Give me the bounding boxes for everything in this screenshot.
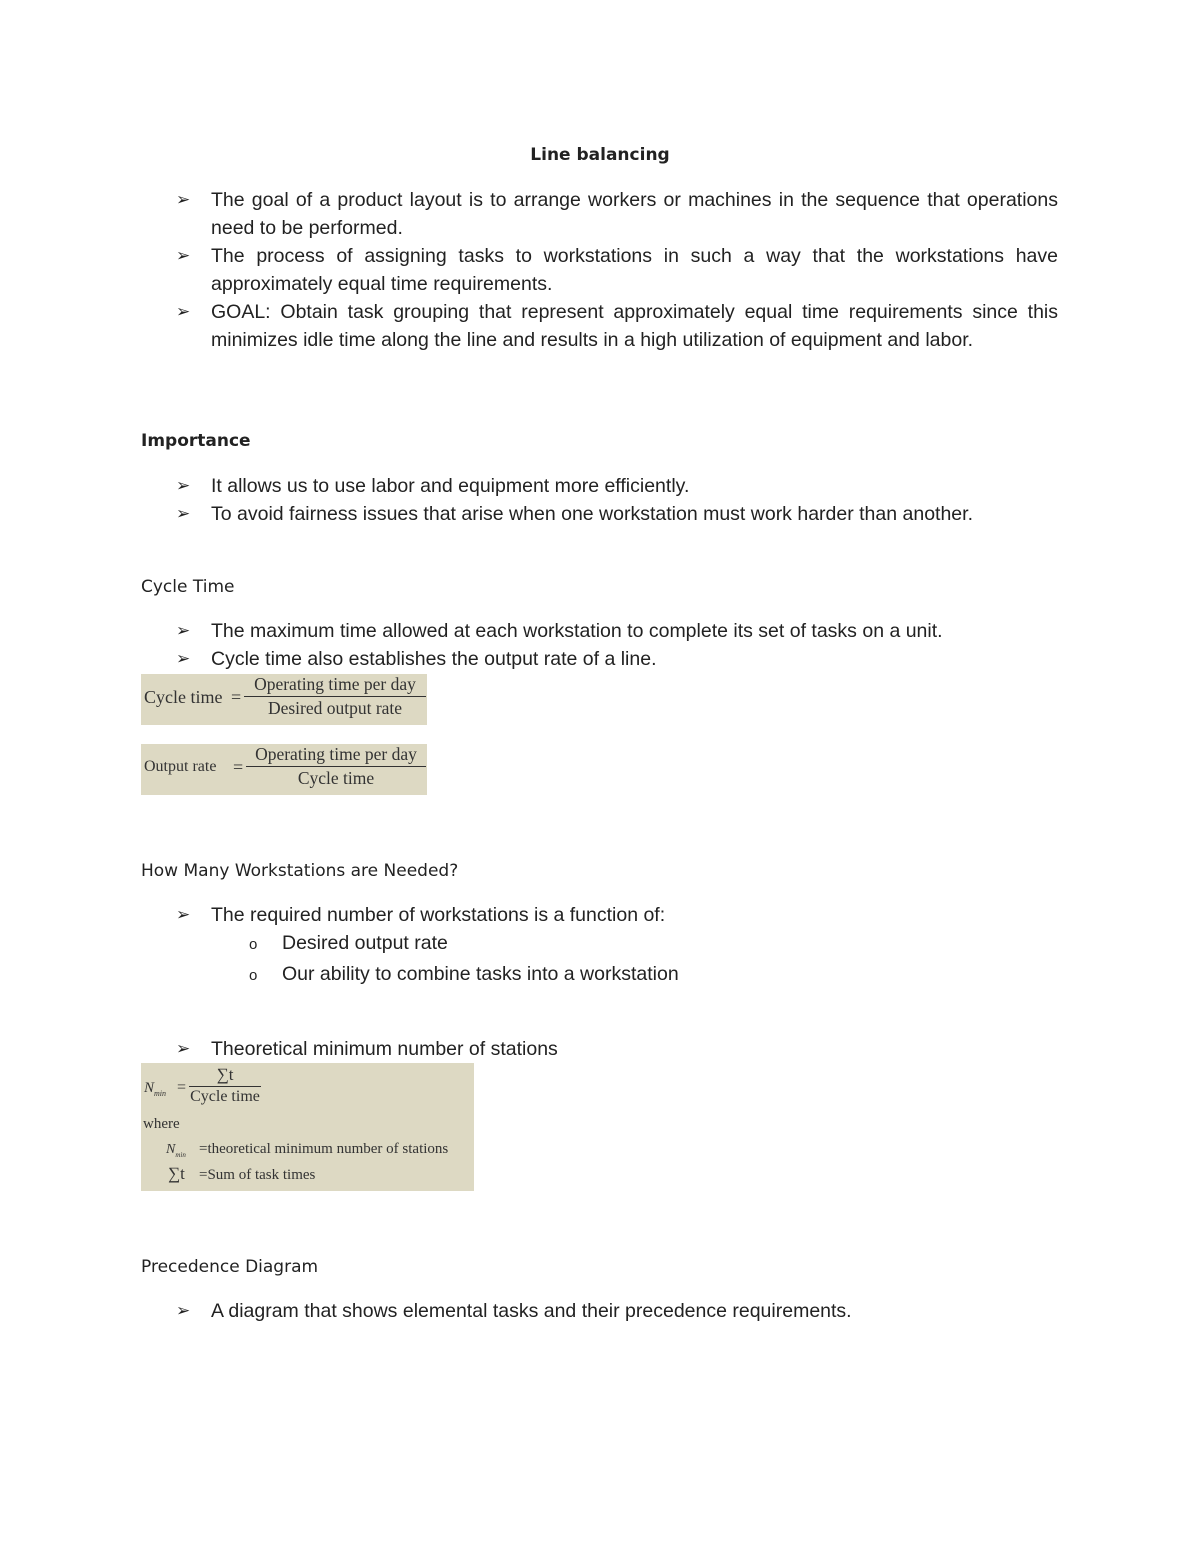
list-item: ➢ GOAL: Obtain task grouping that represent approximately equal time requirements since this minimizes idle time along the line and results in a high utilization of equipment and labor. bbox=[176, 298, 1058, 355]
arrow-bullet-icon: ➢ bbox=[176, 504, 191, 523]
arrow-bullet-icon: ➢ bbox=[176, 649, 191, 668]
section-heading-importance: Importance bbox=[141, 431, 251, 451]
page-title: Line balancing bbox=[530, 145, 670, 165]
section-heading-cycle-time: Cycle Time bbox=[141, 577, 235, 597]
circle-bullet-icon: o bbox=[249, 936, 258, 953]
min-stations-formula: $N_{min}$ = ∑t Cycle time where $N_{min}$ =theoretical minimum number of stations ∑t =Sum of task times bbox=[141, 1063, 474, 1191]
arrow-bullet-icon: ➢ bbox=[176, 1301, 191, 1320]
arrow-bullet-icon: ➢ bbox=[176, 905, 191, 924]
arrow-bullet-icon: ➢ bbox=[176, 476, 191, 495]
arrow-bullet-icon: ➢ bbox=[176, 190, 191, 209]
list-item: ➢ The maximum time allowed at each workstation to complete its set of tasks on a unit. bbox=[176, 617, 1058, 645]
circle-bullet-icon: o bbox=[249, 967, 258, 984]
section-heading-workstations: How Many Workstations are Needed? bbox=[141, 861, 459, 881]
cycle-time-formula: Cycle time = Operating time per day Desired output rate bbox=[141, 674, 427, 725]
arrow-bullet-icon: ➢ bbox=[176, 246, 191, 265]
list-item: ➢ To avoid fairness issues that arise when one workstation must work harder than another. bbox=[176, 500, 1058, 528]
section-heading-precedence: Precedence Diagram bbox=[141, 1257, 319, 1277]
list-item: ➢ The process of assigning tasks to workstations in such a way that the workstations have approximately equal time requirements. bbox=[176, 242, 1058, 299]
sub-list-item: o Our ability to combine tasks into a workstation bbox=[249, 960, 679, 988]
arrow-bullet-icon: ➢ bbox=[176, 621, 191, 640]
list-item: ➢ It allows us to use labor and equipment more efficiently. bbox=[176, 472, 1058, 500]
list-item: ➢ The required number of workstations is a function of: bbox=[176, 901, 1058, 929]
list-item: ➢ Theoretical minimum number of stations bbox=[176, 1035, 1058, 1063]
arrow-bullet-icon: ➢ bbox=[176, 1039, 191, 1058]
list-item: ➢ The goal of a product layout is to arrange workers or machines in the sequence that operations need to be performed. bbox=[176, 186, 1058, 243]
list-item: ➢ A diagram that shows elemental tasks and their precedence requirements. bbox=[176, 1297, 1058, 1325]
arrow-bullet-icon: ➢ bbox=[176, 302, 191, 321]
list-item: ➢ Cycle time also establishes the output rate of a line. bbox=[176, 645, 1058, 673]
sub-list-item: o Desired output rate bbox=[249, 929, 448, 957]
output-rate-formula: Output rate = Operating time per day Cycle time bbox=[141, 744, 427, 795]
